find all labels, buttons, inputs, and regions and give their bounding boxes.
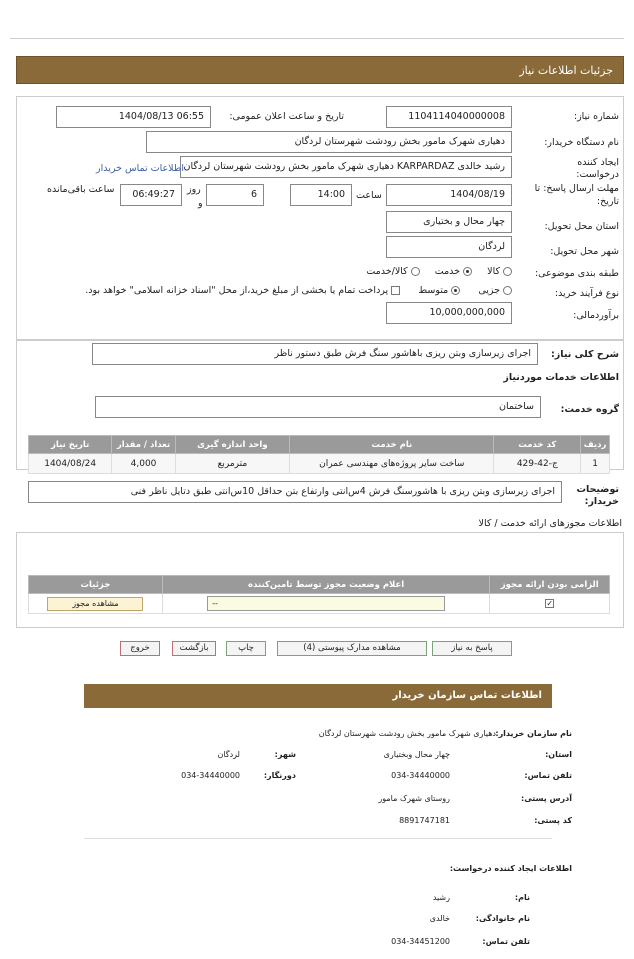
category-service-option[interactable]: خدمت [435, 266, 472, 277]
creator-phone-value: 034-34451200 [391, 937, 450, 946]
col-permit-details: جزئیات [29, 576, 163, 594]
fax-label: دورنگار: [263, 771, 296, 780]
group-field: ساختمان [95, 396, 541, 418]
estimate-field: 10,000,000,000 [386, 302, 512, 324]
address-value: روستای شهرک مامور [378, 794, 450, 803]
process-label: نوع فرآیند خرید: [554, 288, 619, 299]
process-options [85, 285, 512, 296]
creator-field: رشید خالدی KARPARDAZ دهیاری شهرک مامور بخش رودشت شهرستان لردگان [180, 156, 512, 178]
buyer-notes-label-2: خریدار: [584, 496, 619, 507]
group-label: گروه خدمت: [560, 404, 619, 415]
col-permit-status: اعلام وضعیت مجوز توسط تامین‌کننده [162, 576, 490, 594]
cell-service-code: ج-42-429 [494, 454, 581, 474]
days-label: روز [187, 184, 201, 195]
col-need-date: تاریخ نیاز [29, 436, 112, 454]
reply-button[interactable]: پاسخ به نیاز [432, 641, 512, 656]
permits-table-header [29, 576, 610, 594]
contact-header: اطلاعات تماس سازمان خریدار [84, 684, 552, 708]
announce-field: 1404/08/13 06:55 [56, 106, 211, 128]
category-both-option[interactable]: کالا/خدمت [366, 266, 419, 277]
cell-permit-details [29, 594, 163, 614]
cell-permit-status [162, 594, 490, 614]
creator-family-value: خالدی [429, 914, 450, 923]
summary-label: شرح کلی نیاز: [550, 349, 619, 360]
process-medium-option[interactable]: متوسط [418, 285, 460, 296]
print-button[interactable]: چاپ [226, 641, 266, 656]
buyer-notes-field: اجرای زیرسازی وبتن ریزی با هاشورسنگ فرش 4س‌انتی وارتفاع بتن حداقل 10س‌انتی طبق دتایل ناظر فنی [28, 481, 562, 503]
postal-value: 8891747181 [399, 816, 450, 825]
treasury-payment-option[interactable]: پرداخت تمام یا بخشی از مبلغ خرید،از محل "اسناد خزانه اسلامی" خواهد بود. [85, 285, 400, 296]
and-label: و [198, 198, 203, 209]
items-table-header [29, 436, 610, 454]
phone-value: 034-34440000 [391, 771, 450, 780]
creator-family-label: نام خانوادگی: [475, 914, 530, 923]
city-field: لردگان [386, 236, 512, 258]
permits-title: اطلاعات مجوزهای ارائه خدمت / کالا [478, 518, 622, 529]
category-options [366, 266, 512, 277]
cell-unit: مترمربع [175, 454, 289, 474]
contact-city-label: شهر: [274, 750, 296, 759]
contact-info-link[interactable]: اطلاعات تماس خریدار [96, 163, 185, 174]
radio-selected-icon[interactable] [451, 286, 460, 295]
contact-province-label: استان: [545, 750, 572, 759]
view-permit-button[interactable]: مشاهده مجوز [47, 597, 143, 611]
creator-name-label: نام: [514, 893, 530, 902]
cell-row: 1 [581, 454, 610, 474]
contact-province-value: چهار محال وبختیاری [383, 750, 450, 759]
deadline-label-2: تاریخ: [596, 196, 619, 207]
province-label: استان محل تحویل: [544, 221, 619, 232]
fax-value: 034-34440000 [181, 771, 240, 780]
announce-label: تاریخ و ساعت اعلان عمومی: [229, 111, 344, 122]
exit-button[interactable]: خروج [120, 641, 160, 656]
remaining-time-field: 06:49:27 [120, 184, 182, 206]
cell-quantity: 4,000 [112, 454, 175, 474]
permits-table [28, 575, 610, 614]
col-unit: واحد اندازه گیری [175, 436, 289, 454]
top-divider [10, 38, 624, 39]
deadline-label-1: مهلت ارسال پاسخ: تا [534, 183, 619, 194]
col-row: ردیف [581, 436, 610, 454]
creator-title: اطلاعات ایجاد کننده درخواست: [449, 864, 572, 873]
permit-status-field[interactable]: -- [207, 596, 445, 611]
radio-selected-icon[interactable] [463, 267, 472, 276]
deadline-date-field: 1404/08/19 [386, 184, 512, 206]
summary-field: اجرای زیرسازی وبتن ریزی باهاشور سنگ فرش طبق دستور ناظر [92, 343, 538, 365]
creator-label-1: ایجاد کننده [577, 157, 619, 168]
postal-label: کد پستی: [534, 816, 572, 825]
category-label: طبقه بندی موضوعی: [534, 268, 619, 279]
estimate-label: برآوردمالی: [573, 310, 619, 321]
col-service-code: کد خدمت [494, 436, 581, 454]
org-value: دهیاری شهرک مامور بخش رودشت شهرستان لردگان [318, 729, 496, 738]
page-title: جزئیات اطلاعات نیاز [16, 56, 624, 84]
creator-label-2: درخواست: [576, 169, 619, 180]
category-goods-option[interactable]: کالا [487, 266, 512, 277]
radio-icon[interactable] [411, 267, 420, 276]
buyer-notes-label-1: توضیحات [576, 484, 619, 495]
province-field: چهار محال و بختیاری [386, 211, 512, 233]
col-service-name: نام خدمت [290, 436, 494, 454]
table-row [29, 594, 610, 614]
col-quantity: تعداد / مقدار [112, 436, 175, 454]
creator-phone-label: تلفن تماس: [482, 937, 530, 946]
checkbox-checked-icon: ✓ [546, 598, 554, 608]
contact-city-value: لردگان [217, 750, 240, 759]
back-button[interactable]: بازگشت [172, 641, 216, 656]
cell-permit-required [490, 594, 610, 614]
buyer-label: نام دستگاه خریدار: [544, 137, 619, 148]
process-minor-option[interactable]: جزیی [478, 285, 512, 296]
services-title: اطلاعات خدمات موردنیاز [503, 372, 619, 383]
need-number-label: شماره نیاز: [573, 111, 619, 122]
time-label: ساعت [356, 190, 382, 201]
address-label: آدرس پستی: [521, 794, 572, 803]
radio-icon[interactable] [503, 286, 512, 295]
remaining-label: ساعت باقی‌مانده [47, 184, 115, 195]
table-row[interactable] [29, 454, 610, 474]
cell-need-date: 1404/08/24 [29, 454, 112, 474]
need-number-field: 1104114040000008 [386, 106, 512, 128]
buyer-field: دهیاری شهرک مامور بخش رودشت شهرستان لردگان [146, 131, 512, 153]
items-table [28, 435, 610, 474]
creator-name-value: رشید [432, 893, 450, 902]
deadline-time-field: 14:00 [290, 184, 352, 206]
days-field: 6 [206, 184, 264, 206]
attachments-button[interactable]: مشاهده مدارک پیوستی (4) [277, 641, 427, 656]
cell-service-name: ساخت سایر پروژه‌های مهندسی عمران [290, 454, 494, 474]
org-label: نام سازمان خریدار: [495, 729, 572, 738]
col-permit-required: الزامی بودن ارائه مجوز [490, 576, 610, 594]
radio-icon[interactable] [503, 267, 512, 276]
checkbox-icon[interactable] [391, 286, 400, 295]
phone-label: تلفن تماس: [524, 771, 572, 780]
contact-divider [84, 838, 552, 839]
city-label: شهر محل تحویل: [550, 246, 619, 257]
